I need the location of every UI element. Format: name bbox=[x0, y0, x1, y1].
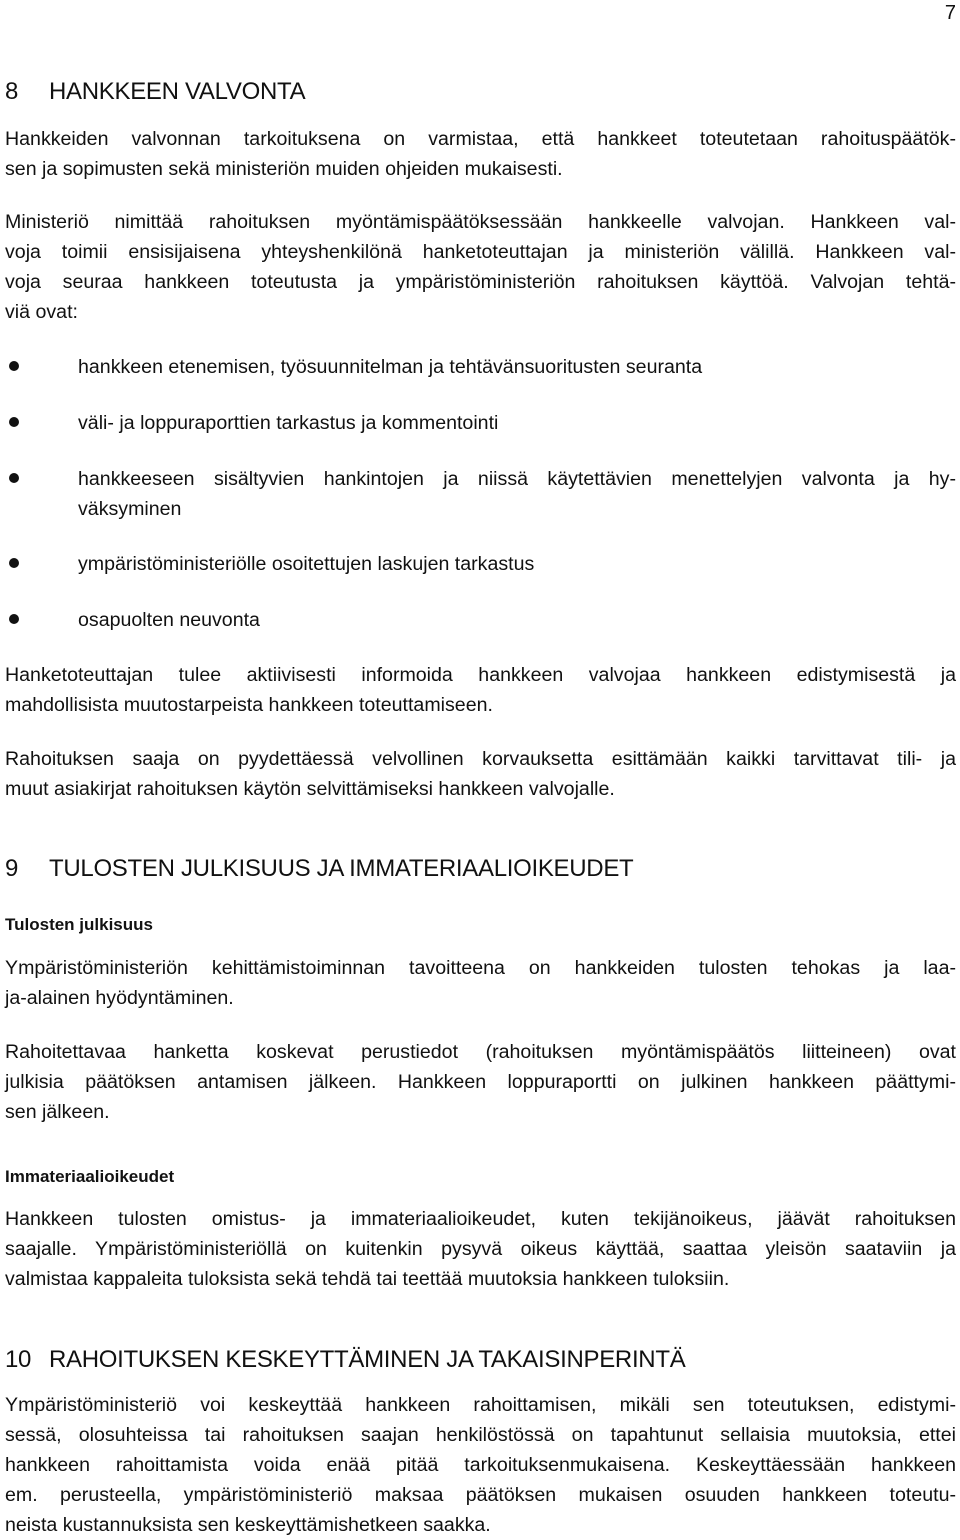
paragraph bbox=[5, 1204, 956, 1294]
text-line: ympäristöministeriölle osoitettujen laskujen tarkastus bbox=[78, 553, 535, 575]
text-line: saajalle. Ympäristöministeriöllä on kuitenkin pysyvä oikeus käyttää, saattaa yleisön saataviin ja bbox=[5, 1238, 956, 1260]
text-line: viä ovat: bbox=[5, 301, 78, 323]
subheading: Tulosten julkisuus bbox=[5, 915, 153, 934]
text-line: sen jälkeen. bbox=[5, 1101, 110, 1123]
section-9-heading bbox=[5, 855, 634, 883]
section-number: 9 bbox=[5, 855, 19, 882]
text-line: Ympäristöministeriö voi keskeyttää hankkeen rahoittamisen, mikäli sen toteutuksen, edistymi- bbox=[5, 1394, 956, 1416]
text-line: osapuolten neuvonta bbox=[78, 609, 260, 631]
text-line: voja seuraa hankkeen toteutusta ja ympäristöministeriön rahoituksen käyttöä. Valvojan tehtä- bbox=[5, 271, 956, 293]
section-8-heading bbox=[5, 78, 306, 106]
text-line: valmistaa kappaleita tuloksista sekä tehdä tai teettää muutoksia hankkeen tuloksiin. bbox=[5, 1268, 730, 1290]
paragraph bbox=[5, 744, 956, 804]
text-line: Rahoitettavaa hanketta koskevat perustiedot (rahoituksen myöntämispäätös liitteineen) ovat bbox=[5, 1041, 956, 1063]
section-10-heading bbox=[5, 1346, 686, 1374]
bullet-icon bbox=[9, 558, 19, 568]
paragraph bbox=[5, 207, 956, 327]
paragraph bbox=[5, 124, 956, 184]
subheading: Immateriaalioikeudet bbox=[5, 1167, 175, 1186]
section-title: RAHOITUKSEN KESKEYTTÄMINEN JA TAKAISINPERINTÄ bbox=[49, 1346, 686, 1373]
text-line: Hankkeen tulosten omistus- ja immateriaalioikeudet, kuten tekijänoikeus, jäävät rahoituksen bbox=[5, 1208, 956, 1230]
bullet-icon bbox=[9, 473, 19, 483]
text-line: väksyminen bbox=[78, 498, 182, 520]
text-line: Ministeriö nimittää rahoituksen myöntämispäätöksessään hankkeelle valvojan. Hankkeen val- bbox=[5, 211, 956, 233]
section-number: 8 bbox=[5, 78, 19, 105]
text-line: muut asiakirjat rahoituksen käytön selvittämiseksi hankkeen valvojalle. bbox=[5, 778, 615, 800]
text-line: voja toimii ensisijaisena yhteyshenkilönä hanketoteuttajan ja ministeriön välillä. Hankkeen val- bbox=[5, 241, 956, 263]
text-line: sessä, olosuhteissa tai rahoituksen saajan henkilöstössä on tapahtunut sellaisia muutoksia, ettei bbox=[5, 1424, 956, 1446]
paragraph bbox=[5, 953, 956, 1013]
section-title: HANKKEEN VALVONTA bbox=[49, 78, 306, 105]
text-line: sen ja sopimusten sekä ministeriön muiden ohjeiden mukaisesti. bbox=[5, 158, 563, 180]
text-line: väli- ja loppuraporttien tarkastus ja kommentointi bbox=[78, 412, 499, 434]
text-line: Ympäristöministeriön kehittämistoiminnan tavoitteena on hankkeiden tulosten tehokas ja laa- bbox=[5, 957, 956, 979]
paragraph bbox=[5, 1037, 956, 1127]
bullet-icon bbox=[9, 417, 19, 427]
text-line: em. perusteella, ympäristöministeriö maksaa päätöksen mukaisen osuuden hankkeen toteutu- bbox=[5, 1484, 956, 1506]
text-line: hankkeeseen sisältyvien hankintojen ja niissä käytettävien menettelyjen valvonta ja hy- bbox=[78, 468, 956, 490]
text-line: julkisia päätöksen antamisen jälkeen. Hankkeen loppuraportti on julkinen hankkeen päättymi- bbox=[5, 1071, 956, 1093]
bullet-icon bbox=[9, 361, 19, 371]
bullet-icon bbox=[9, 614, 19, 624]
text-line: mahdollisista muutostarpeista hankkeen toteuttamiseen. bbox=[5, 694, 493, 716]
section-title: TULOSTEN JULKISUUS JA IMMATERIAALIOIKEUDET bbox=[49, 855, 634, 882]
page-number: 7 bbox=[944, 2, 956, 24]
section-number: 10 bbox=[5, 1346, 32, 1373]
text-line: hankkeen rahoittamista voida enää pitää tarkoituksenmukaisena. Keskeyttäessään hankkeen bbox=[5, 1454, 956, 1476]
text-line: Hankkeiden valvonnan tarkoituksena on varmistaa, että hankkeet toteutetaan rahoituspäätök- bbox=[5, 128, 956, 150]
text-line: Rahoituksen saaja on pyydettäessä velvollinen korvauksetta esittämään kaikki tarvittavat tili- ja bbox=[5, 748, 956, 770]
paragraph bbox=[5, 1390, 956, 1540]
text-line: neista kustannuksista sen keskeyttämishetkeen saakka. bbox=[5, 1514, 491, 1536]
paragraph bbox=[5, 660, 956, 720]
text-line: hankkeen etenemisen, työsuunnitelman ja tehtävänsuoritusten seuranta bbox=[78, 356, 703, 378]
text-line: ja-alainen hyödyntäminen. bbox=[5, 987, 234, 1009]
text-line: Hanketoteuttajan tulee aktiivisesti informoida hankkeen valvojaa hankkeen edistymisestä ja bbox=[5, 664, 956, 686]
